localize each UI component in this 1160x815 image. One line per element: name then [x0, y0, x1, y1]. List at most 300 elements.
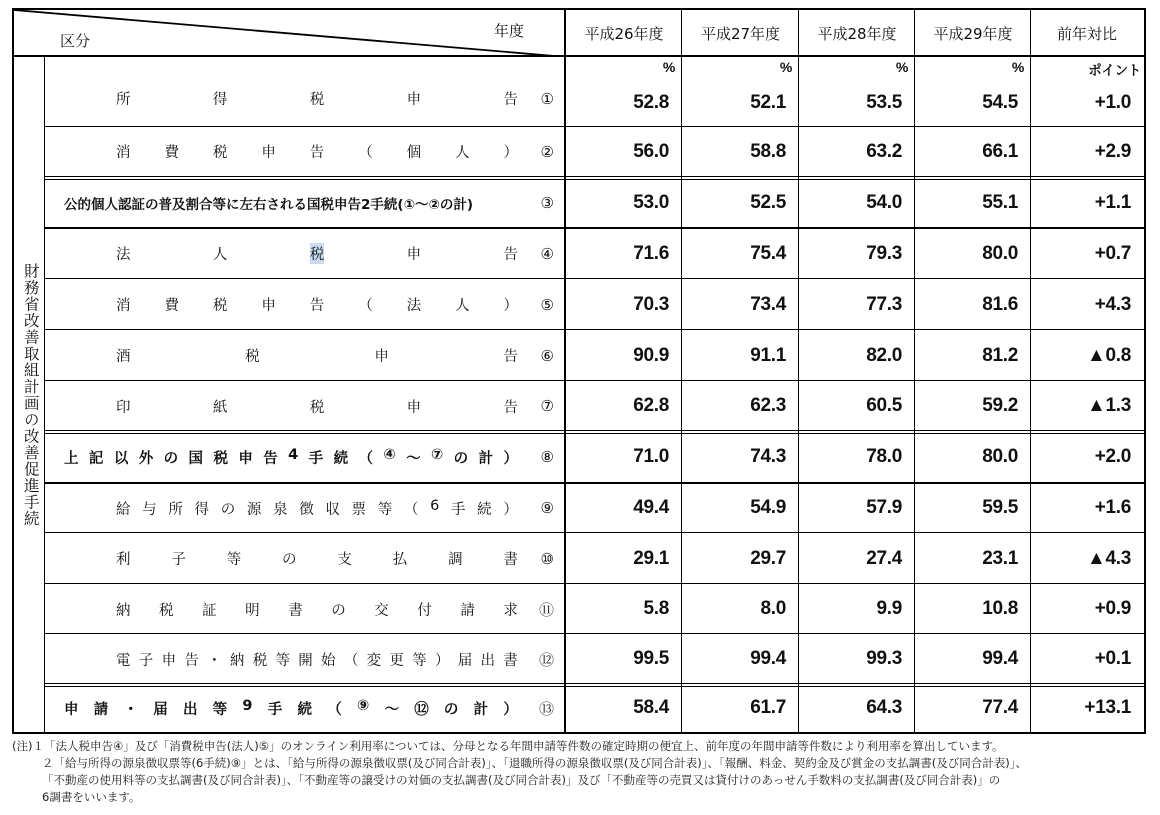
row-label-char: 泉 — [273, 501, 288, 518]
rate-value: 52.8 — [633, 91, 669, 113]
table-row — [14, 382, 1144, 430]
rate-cell — [799, 585, 914, 633]
rate-cell — [682, 635, 798, 683]
unit-percent: % — [779, 59, 792, 75]
rate-value: 29.7 — [750, 547, 786, 569]
row-number: ⑧ — [540, 448, 554, 466]
row-number: ③ — [540, 193, 554, 212]
row-label-char: 等 — [275, 652, 290, 669]
change-cell — [1031, 331, 1143, 380]
rate-cell — [915, 585, 1030, 633]
row-label-char: 得 — [194, 501, 210, 518]
row-label — [64, 698, 518, 719]
rate-cell — [566, 432, 681, 482]
rate-cell — [566, 280, 681, 329]
table-row — [14, 280, 1144, 329]
row-label-cell — [46, 635, 566, 683]
table-row — [14, 229, 1144, 278]
row-label-char: 人 — [455, 298, 470, 314]
row-label-char: 届 — [457, 652, 473, 669]
rate-value: 82.0 — [866, 344, 902, 366]
row-label-char: 申 — [406, 92, 422, 108]
rate-value: 27.4 — [866, 547, 902, 569]
rate-cell — [566, 685, 681, 731]
row-label-char: 印 — [116, 399, 131, 416]
row-label-text: 公的個人認証の普及割合等に左右される国税申告2手続(①～②の計) — [64, 196, 474, 213]
rate-cell — [799, 534, 914, 583]
row-label-char: 所 — [116, 92, 131, 108]
row-label-cell — [46, 382, 566, 430]
row-label-cell — [46, 484, 566, 532]
row-label-cell — [46, 685, 566, 731]
row-label-char: 税 — [309, 92, 325, 108]
table-row — [14, 635, 1144, 683]
rate-value: 52.1 — [750, 91, 786, 113]
change-value: ▲0.8 — [1086, 344, 1131, 366]
row-label-char: 税 — [212, 145, 228, 161]
rate-value: 61.7 — [750, 697, 786, 718]
row-label-char: 申 — [261, 298, 276, 314]
row-divider — [45, 583, 1144, 584]
row-label-char: 告 — [184, 652, 199, 669]
change-value: ▲4.3 — [1086, 547, 1131, 569]
rate-value: 99.4 — [750, 648, 786, 669]
rate-value: 59.5 — [982, 497, 1018, 518]
rate-cell — [915, 229, 1030, 278]
change-cell — [1031, 484, 1143, 532]
header-col-h29: 平成29年度 — [933, 25, 1013, 43]
row-label-char: 税 — [310, 243, 325, 264]
rate-cell — [682, 432, 798, 482]
rate-value: 78.0 — [866, 446, 902, 467]
row-label-char: （ — [358, 298, 373, 314]
rate-cell — [566, 127, 681, 176]
row-label — [116, 498, 518, 519]
rate-value: 54.0 — [866, 191, 902, 213]
rate-value: 53.0 — [633, 191, 669, 213]
rate-value: 64.3 — [866, 697, 902, 718]
rate-cell — [682, 229, 798, 278]
change-value: +1.1 — [1094, 191, 1131, 213]
rate-value: 99.3 — [866, 648, 902, 669]
rate-cell — [682, 127, 798, 176]
rate-value: 58.8 — [750, 140, 786, 162]
rate-cell — [566, 534, 681, 583]
row-divider — [45, 532, 1144, 533]
row-label — [116, 243, 518, 264]
row-label-char: 国 — [188, 450, 204, 467]
row-label-char: 得 — [212, 92, 228, 108]
row-label-cell — [46, 229, 566, 278]
row-label-char: 付 — [417, 602, 432, 619]
row-label-char: 告 — [503, 92, 518, 108]
row-label-char: の — [282, 552, 297, 568]
row-number: ⑬ — [538, 699, 554, 718]
footnote-2-cont: 「不動産の使用料等の支払調書(及び同合計表)」、「不動産等の譲受けの対価の支払調書(及び同合計表)」及び「不動産等の売買又は貸付けのあっせん手数料の支払調書(及び同合計表)」の — [42, 773, 1001, 787]
row-label-char: 始 — [321, 652, 336, 669]
rate-value: 90.9 — [633, 344, 669, 366]
row-label-char: 4 — [288, 446, 299, 463]
rate-cell — [682, 585, 798, 633]
rate-cell — [799, 635, 914, 683]
row-label-char: 徴 — [299, 501, 314, 518]
header-col-h27: 平成27年度 — [700, 25, 781, 43]
row-number: ⑪ — [538, 600, 554, 619]
row-number: ⑨ — [540, 499, 554, 517]
row-label-char: 調 — [448, 552, 463, 568]
rate-value: 9.9 — [876, 598, 902, 619]
rate-cell — [682, 534, 798, 583]
row-label-char: ） — [503, 701, 518, 718]
row-label-char: 告 — [309, 145, 325, 161]
row-label-char: 6 — [430, 497, 440, 514]
row-label-char: 外 — [138, 450, 154, 467]
rate-value: 58.4 — [633, 697, 669, 718]
row-label-char: 続 — [333, 450, 349, 467]
rate-cell — [799, 685, 914, 731]
rate-value: 81.2 — [982, 344, 1018, 366]
rate-cell — [566, 382, 681, 430]
table-row — [14, 57, 1144, 126]
footnote-1: (注)１「法人税申告④」及び「消費税申告(法人)⑤」のオンライン利用率については、分母となる年間申請等件数の確定時期の便宜上、前年度の年間申請等件数により利用率を算出しています。 — [12, 739, 1004, 753]
rate-cell — [799, 382, 914, 430]
footnotes — [12, 738, 1027, 806]
row-label-char: ） — [503, 501, 518, 518]
row-label-char: 更 — [389, 652, 404, 669]
row-label-char: 個 — [406, 145, 422, 161]
rate-value: 10.8 — [982, 598, 1018, 619]
row-number: ④ — [540, 244, 554, 263]
change-cell — [1031, 57, 1143, 126]
rate-cell — [915, 382, 1030, 430]
change-cell — [1031, 382, 1143, 430]
row-label-char: 納 — [229, 652, 245, 669]
change-value: +4.3 — [1094, 293, 1131, 315]
row-label-char: 税 — [213, 450, 228, 467]
rate-value: 99.4 — [982, 648, 1018, 669]
rate-cell — [799, 127, 914, 176]
rate-cell — [682, 331, 798, 380]
row-label-char: ～ — [384, 701, 399, 718]
rate-cell — [566, 635, 681, 683]
change-cell — [1031, 635, 1143, 683]
row-label-char: 等 — [412, 652, 427, 669]
row-label — [116, 599, 518, 620]
row-label-char: ） — [503, 450, 518, 467]
side-category-text: 財務省改善取組計画の改善促進手続 — [21, 263, 40, 527]
row-label-char: 計 — [473, 701, 489, 718]
rate-cell — [682, 685, 798, 731]
rate-value: 74.3 — [750, 446, 786, 467]
rate-value: 71.0 — [633, 446, 669, 467]
header-year-label: 年度 — [493, 22, 524, 40]
header-col-change: 前年対比 — [1056, 25, 1117, 43]
rate-cell — [915, 127, 1030, 176]
header-category-label: 区分 — [60, 32, 91, 50]
row-label-char: 続 — [297, 701, 312, 718]
row-label-char: 手 — [267, 701, 283, 718]
row-label-char: 利 — [116, 552, 131, 568]
row-label-cell — [46, 71, 566, 126]
row-number: ⑦ — [540, 397, 554, 415]
row-label-char: 以 — [113, 450, 129, 467]
row-label-char: 申 — [161, 652, 177, 669]
row-label-char: 消 — [116, 145, 131, 161]
row-number: ⑤ — [540, 295, 554, 314]
change-cell — [1031, 229, 1143, 278]
row-label-char: の — [220, 501, 236, 518]
row-label-cell — [46, 585, 566, 633]
row-label — [116, 141, 518, 162]
rate-cell — [915, 57, 1030, 126]
row-label-char: 酒 — [116, 349, 131, 365]
row-label-char: 請 — [460, 602, 475, 619]
row-label-char: （ — [343, 652, 359, 669]
row-label-char: ⑨ — [356, 697, 370, 714]
row-label-char: 税 — [212, 298, 228, 314]
row-label-char: の — [443, 701, 459, 718]
rate-value: 5.8 — [643, 598, 669, 619]
row-label-char: 上 — [64, 450, 79, 467]
rate-value: 77.3 — [866, 293, 902, 315]
rate-value: 49.4 — [633, 497, 669, 518]
row-divider — [45, 380, 1144, 381]
online-usage-rate-table — [12, 8, 1146, 734]
row-label-char: 等 — [226, 552, 242, 568]
row-label-char: 告 — [503, 349, 518, 365]
row-label-char: 給 — [116, 501, 131, 518]
row-label-char: （ — [358, 145, 373, 161]
row-number: ⑩ — [540, 549, 554, 568]
row-label-char: 等 — [212, 701, 228, 718]
table-row — [14, 127, 1144, 176]
row-label-char: ⑫ — [414, 701, 429, 718]
row-label-char: （ — [327, 701, 342, 718]
rate-value: 59.2 — [982, 395, 1018, 416]
rate-value: 99.5 — [633, 648, 669, 669]
row-label-char: 電 — [116, 652, 131, 669]
rate-value: 23.1 — [982, 547, 1018, 569]
row-label-char: 届 — [153, 701, 168, 718]
rate-cell — [799, 229, 914, 278]
row-label-char: ④ — [383, 446, 396, 463]
footnote-2-end: 6調書をいいます。 — [42, 790, 141, 804]
row-label-char: 納 — [116, 602, 131, 619]
row-label-char: 人 — [455, 145, 470, 161]
row-label-char: 書 — [503, 652, 518, 669]
rate-cell — [566, 57, 681, 126]
row-divider — [45, 329, 1144, 330]
rate-value: 54.9 — [750, 497, 786, 518]
rate-cell — [682, 382, 798, 430]
change-cell — [1031, 585, 1143, 633]
row-label-char: 支 — [337, 552, 352, 568]
row-label-char: （ — [358, 450, 373, 467]
row-label-char: 子 — [171, 552, 186, 568]
header-col-h26: 平成26年度 — [584, 25, 664, 43]
row-label-cell — [46, 331, 566, 380]
rate-value: 60.5 — [866, 395, 902, 416]
rate-value: 71.6 — [633, 242, 669, 264]
row-label-char: 告 — [263, 450, 278, 467]
row-label-char: 紙 — [212, 399, 228, 416]
rate-value: 80.0 — [982, 446, 1018, 467]
row-label-cell — [46, 178, 566, 227]
row-divider — [45, 278, 1144, 279]
row-label-char: 税 — [245, 349, 260, 365]
row-label-char: 法 — [116, 247, 131, 263]
rate-cell — [799, 432, 914, 482]
rate-value: 8.0 — [760, 598, 786, 619]
row-divider-double — [45, 176, 1144, 177]
footnote-2: ２「給与所得の源泉徴収票等(6手続)⑨」とは、「給与所得の源泉徴収票(及び同合計表)」、「退職所得の源泉徴収票(及び同合計表)」、「報酬、料金、契約金及び賞金の支払調書(及び同合計表)」、 — [42, 756, 1028, 770]
row-label-char: の — [453, 450, 469, 467]
row-number: ⑫ — [538, 650, 554, 669]
row-label-char: 記 — [88, 450, 104, 467]
row-label-char: 告 — [503, 399, 518, 416]
rate-value: 62.3 — [750, 395, 786, 416]
change-value: ▲1.3 — [1086, 395, 1131, 416]
row-label-char: ・ — [207, 652, 222, 669]
row-label-char: 書 — [288, 602, 303, 619]
change-cell — [1031, 127, 1143, 176]
row-label-char: 法 — [406, 298, 422, 314]
rate-cell — [682, 57, 798, 126]
change-cell — [1031, 432, 1143, 482]
row-label-char: 収 — [325, 501, 340, 518]
row-label-char: 求 — [503, 602, 518, 619]
row-label-char: 人 — [212, 247, 228, 263]
row-label-char: 申 — [64, 701, 79, 718]
row-label-char: の — [163, 450, 179, 467]
change-value: +1.6 — [1094, 497, 1131, 518]
row-label-char: 証 — [202, 602, 217, 619]
rate-value: 75.4 — [750, 242, 786, 264]
row-label-char: 明 — [245, 602, 260, 619]
rate-value: 52.5 — [750, 191, 786, 213]
row-label-char: 出 — [182, 701, 198, 718]
rate-cell — [915, 331, 1030, 380]
row-label-char: 交 — [374, 602, 389, 619]
rate-value: 57.9 — [866, 497, 902, 518]
change-value: +1.0 — [1094, 91, 1131, 113]
row-label-char: 書 — [503, 552, 518, 568]
table-row — [14, 331, 1144, 380]
row-label-char: ） — [503, 145, 518, 161]
rate-cell — [566, 229, 681, 278]
rate-value: 63.2 — [866, 140, 902, 162]
row-number: ① — [540, 89, 554, 108]
row-label — [116, 548, 518, 569]
row-label-char: 票 — [351, 501, 367, 518]
row-label-char: 変 — [366, 652, 382, 669]
row-label-char: ～ — [406, 450, 421, 467]
row-label — [116, 396, 518, 417]
row-label-char: （ — [403, 501, 419, 518]
row-label-char: ⑦ — [430, 446, 444, 463]
change-value: +0.7 — [1094, 242, 1131, 264]
row-label-char: 請 — [93, 701, 109, 718]
diagonal-divider — [14, 10, 566, 57]
rate-value: 80.0 — [982, 242, 1018, 264]
row-label-char: の — [331, 602, 346, 619]
rate-value: 91.1 — [750, 344, 786, 366]
row-label-char: 払 — [392, 552, 408, 568]
row-label-char: ） — [503, 298, 518, 314]
rate-cell — [915, 178, 1030, 227]
change-value: +0.9 — [1094, 598, 1131, 619]
rate-cell — [915, 484, 1030, 532]
row-label-char: 消 — [116, 298, 131, 314]
rate-value: 77.4 — [982, 697, 1018, 718]
row-label-char: 申 — [238, 450, 253, 467]
rate-cell — [566, 331, 681, 380]
table-row — [14, 432, 1144, 482]
table-row — [14, 178, 1144, 227]
change-cell — [1031, 178, 1143, 227]
row-label-char: 手 — [450, 501, 466, 518]
rate-value: 55.1 — [982, 191, 1018, 213]
row-label-cell — [46, 432, 566, 482]
change-cell — [1031, 534, 1143, 583]
rate-cell — [915, 685, 1030, 731]
rate-value: 54.5 — [982, 91, 1018, 113]
rate-cell — [566, 484, 681, 532]
row-label-char: 告 — [503, 247, 518, 263]
row-label-cell — [46, 127, 566, 176]
row-label-char: 費 — [164, 298, 179, 314]
rate-cell — [799, 57, 914, 126]
row-label — [116, 345, 518, 366]
rate-value: 81.6 — [982, 293, 1018, 315]
unit-points: ポイント — [1088, 63, 1141, 78]
row-label — [116, 294, 518, 315]
rate-cell — [915, 534, 1030, 583]
row-label-char: 所 — [168, 501, 183, 518]
row-label-char: 税 — [309, 399, 325, 416]
row-label-char: 申 — [374, 349, 389, 365]
change-value: +2.9 — [1094, 140, 1131, 162]
rate-value: 53.5 — [866, 91, 902, 113]
row-label — [64, 447, 518, 468]
row-label — [116, 88, 518, 109]
row-label-char: 開 — [298, 652, 313, 669]
unit-percent: % — [895, 59, 908, 75]
row-label-char: ） — [434, 652, 450, 669]
rate-cell — [915, 635, 1030, 683]
unit-percent: % — [1011, 59, 1024, 75]
row-label-char: 申 — [261, 145, 276, 161]
change-value: +13.1 — [1084, 697, 1131, 718]
row-label-char: 税 — [252, 652, 268, 669]
table-row — [14, 585, 1144, 633]
row-label-char: 子 — [138, 652, 154, 669]
rate-value: 73.4 — [750, 293, 786, 315]
rate-value: 66.1 — [982, 140, 1018, 162]
change-value: +2.0 — [1094, 446, 1131, 467]
rate-cell — [682, 280, 798, 329]
change-cell — [1031, 280, 1143, 329]
table-row — [14, 484, 1144, 532]
rate-value: 62.8 — [633, 395, 669, 416]
rate-cell — [682, 484, 798, 532]
header-col-h28: 平成28年度 — [817, 25, 897, 43]
rate-cell — [799, 280, 914, 329]
row-label-char: 源 — [246, 501, 262, 518]
row-label-char: 等 — [377, 501, 393, 518]
row-label-char: 9 — [242, 697, 253, 714]
table-row — [14, 534, 1144, 583]
